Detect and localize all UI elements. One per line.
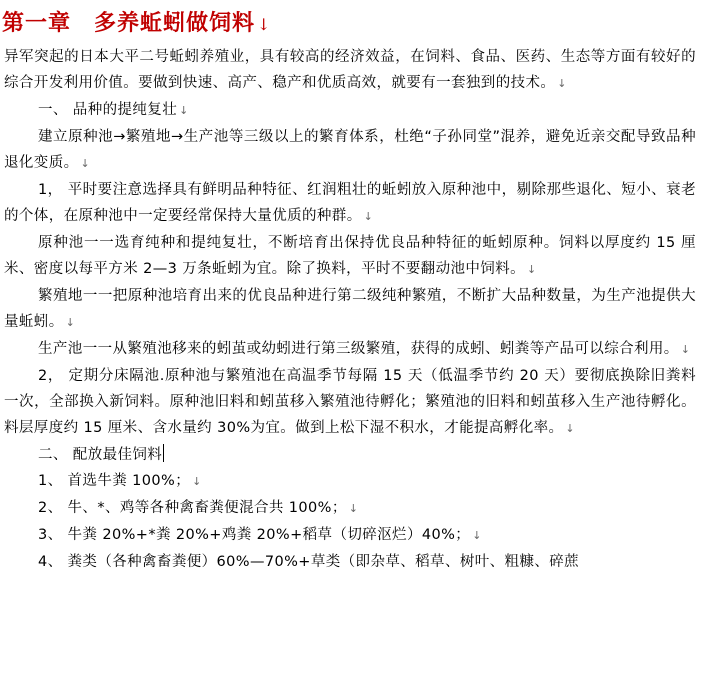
paragraph-mark-icon: ↓	[65, 316, 76, 329]
chapter-title	[2, 6, 271, 37]
intro-paragraph: 异军突起的日本大平二号蚯蚓养殖业，具有较高的经济效益，在饲料、食品、医药、生态等方面有较好的综合开发利用价值。要做到快速、高产、稳产和优质高效，就要有一套独到的技术。 ↓	[4, 49, 696, 91]
paragraph-mark-icon: ↓	[526, 263, 537, 276]
paragraph-mark-icon: ↓	[363, 210, 374, 223]
body-paragraph: 原种池一一选育纯种和提纯复壮，不断培育出保持优良品种特征的蚯蚓原种。饲料以厚度约 15 厘米、密度以每平方米 2—3 万条蚯蚓为宜。除了换料，平时不要翻动池中饲料。 ↓	[4, 235, 696, 277]
paragraph-mark-icon: ↓	[565, 422, 576, 435]
list-item: 4、 粪类（各种禽畜粪便）60%—70%+草类（即杂草、稻草、树叶、粗糠、碎蔗	[38, 554, 580, 570]
paragraph-mark-icon: ↓	[680, 343, 691, 356]
paragraph-mark-icon: ↓	[348, 502, 359, 515]
body-paragraph: 建立原种池→繁殖地→生产池等三级以上的繁育体系，杜绝“子孙同堂”混养，避免近亲交配导致品种退化变质。 ↓	[4, 129, 696, 171]
body-paragraph: 繁殖地一一把原种池培育出来的优良品种进行第二级纯种繁殖，不断扩大品种数量，为生产池提供大量蚯蚓。 ↓	[4, 288, 696, 330]
body-paragraph: 1， 平时要注意选择具有鲜明品种特征、红润粗壮的蚯蚓放入原种池中，剔除那些退化、短小、衰老的个体，在原种池中一定要经常保持大量优质的种群。 ↓	[4, 182, 696, 224]
paragraph-mark-icon: ↓	[80, 157, 91, 170]
chapter-title-text: 第一章 多养蚯蚓做饲料	[2, 10, 256, 36]
section-heading-1: 一、 品种的提纯复壮 ↓	[38, 102, 189, 118]
document-body[interactable]	[4, 44, 696, 575]
paragraph-mark-icon: ↓	[472, 529, 482, 542]
paragraph-mark-icon: ↓	[192, 475, 202, 488]
body-paragraph: 生产池一一从繁殖池移来的蚓茧或幼蚓进行第三级繁殖，获得的成蚓、蚓粪等产品可以综合利用。 ↓	[38, 341, 691, 357]
list-item: 3、 牛粪 20%+*粪 20%+鸡粪 20%+稻草（切碎沤烂）40%； ↓	[38, 527, 482, 543]
paragraph-mark-icon: ↓	[557, 77, 567, 90]
text-cursor	[163, 444, 164, 462]
body-paragraph: 2， 定期分床隔池.原种池与繁殖池在高温季节每隔 15 天（低温季节约 20 天）要彻底换除旧粪料一次，全部换入新饲料。原种池旧料和蚓茧移入繁殖池待孵化；繁殖池的旧料和蚓茧移入生产池待孵化。料层厚度约 15 厘米、含水量约 30%为宜。做到上松下湿不积水，才能提高孵化率。 ↓	[4, 368, 696, 436]
paragraph-mark-icon: ↓	[257, 15, 272, 34]
list-item: 2、 牛、*、鸡等各种禽畜粪便混合共 100%； ↓	[38, 500, 359, 516]
paragraph-mark-icon: ↓	[179, 104, 189, 117]
section-heading-2: 二、 配放最佳饲料	[4, 442, 696, 468]
list-item: 1、 首选牛粪 100%； ↓	[38, 473, 202, 489]
